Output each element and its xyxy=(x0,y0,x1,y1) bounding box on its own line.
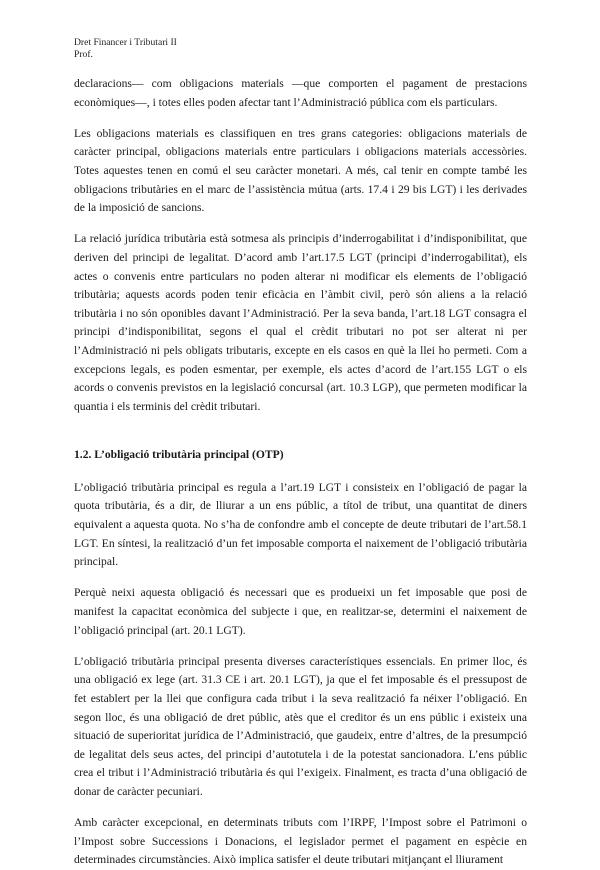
course-title: Dret Financer i Tributari II xyxy=(74,37,177,48)
paragraph-5: Perquè neixi aquesta obligació és necessari que es produeixi un fet imposable que posi de manifest la capacitat econòmica del subjecte i que, en realitzar-se, determini el naixement de l’obligació principal (art. 20.1 LGT). xyxy=(74,586,527,637)
paragraph-3: La relació jurídica tributària està sotmesa als principis d’inderrogabilitat i d’indisponibilitat, que deriven del principi de legalitat. D’acord amb l’art.17.5 LGT (principi d’inderrogabilitat), els actes o convenis entre particulars no poden alterar ni modificar els elements de l’obligació tributària; aquests acords poden tenir eficàcia en l’àmbit civil, però són aliens a la relació tributària i no són oponibles davant l’Administració. Per la seva banda, l’art.18 LGT consagra el principi d’indisponibilitat, segons el qual el crèdit tributari no pot ser alterat ni per l’Administració ni pels obligats tributaris, excepte en els casos en què la llei ho permeti. Com a excepcions legals, es poden esmentar, per exemple, els actes d’acord de l’art.155 LGT o els acords o convenis previstos en la legislació concursal (art. 10.3 LGP), que permeten modificar la quantia i els terminis del crèdit tributari. xyxy=(74,232,527,413)
paragraph-7: Amb caràcter excepcional, en determinats tributs com l’IRPF, l’Impost sobre el Patrimoni o l’Impost sobre Successions i Donacions, el legislador permet el pagament en espècie en determinades circumstàncies. Això implica satisfer el deute tributari mitjançant el lliurament xyxy=(74,816,527,867)
paragraph-6: L’obligació tributària principal presenta diverses característiques essencials. En primer lloc, és una obligació ex lege (art. 31.3 CE i art. 20.1 LGT), ja que el fet imposable és el pressupost de fet establert per la llei que configura cada tribut i la seva realització fa néixer l’obligació. En segon lloc, és una obligació de dret públic, atès que el creditor és un ens públic i existeix una situació de superioritat jurídica de l’Administració, que gaudeix, entre d’altres, de la presumpció de legalitat dels seus actes, del principi d’autotutela i de la potestat sancionadora. L’ens públic crea el tribut i l’Administració tributària és qui l’exigeix. Finalment, es tracta d’una obligació de donar de caràcter pecuniari. xyxy=(74,654,527,798)
page-header xyxy=(74,37,177,61)
paragraph-4: L’obligació tributària principal es regula a l’art.19 LGT i consisteix en l’obligació de pagar la quota tributària, és a dir, de lliurar a un ens públic, a títol de tribut, una quantitat de diners equivalent a aquesta quota. No s’ha de confondre amb el concepte de deute tributari de l’art.58.1 LGT. En síntesi, la realització d’un fet imposable comporta el naixement de l’obligació tributària principal. xyxy=(74,480,527,569)
document-body xyxy=(74,75,527,870)
section-heading: 1.2. L’obligació tributària principal (OTP) xyxy=(74,448,284,462)
professor-label: Prof. xyxy=(74,49,93,60)
paragraph-2: Les obligacions materials es classifiquen en tres grans categories: obligacions materials de caràcter principal, obligacions materials entre particulars i obligacions materials accessòries. Totes aquestes tenen en comú el seu caràcter monetari. A més, cal tenir en compte també les obligacions tributàries en el marc de l’assistència mútua (arts. 17.4 i 29 bis LGT) i les derivades de la imposició de sancions. xyxy=(74,126,527,215)
paragraph-1: declaracions— com obligacions materials —que comporten el pagament de prestacions econòmiques—, i totes elles poden afectar tant l’Administració pública com els particulars. xyxy=(74,77,527,109)
